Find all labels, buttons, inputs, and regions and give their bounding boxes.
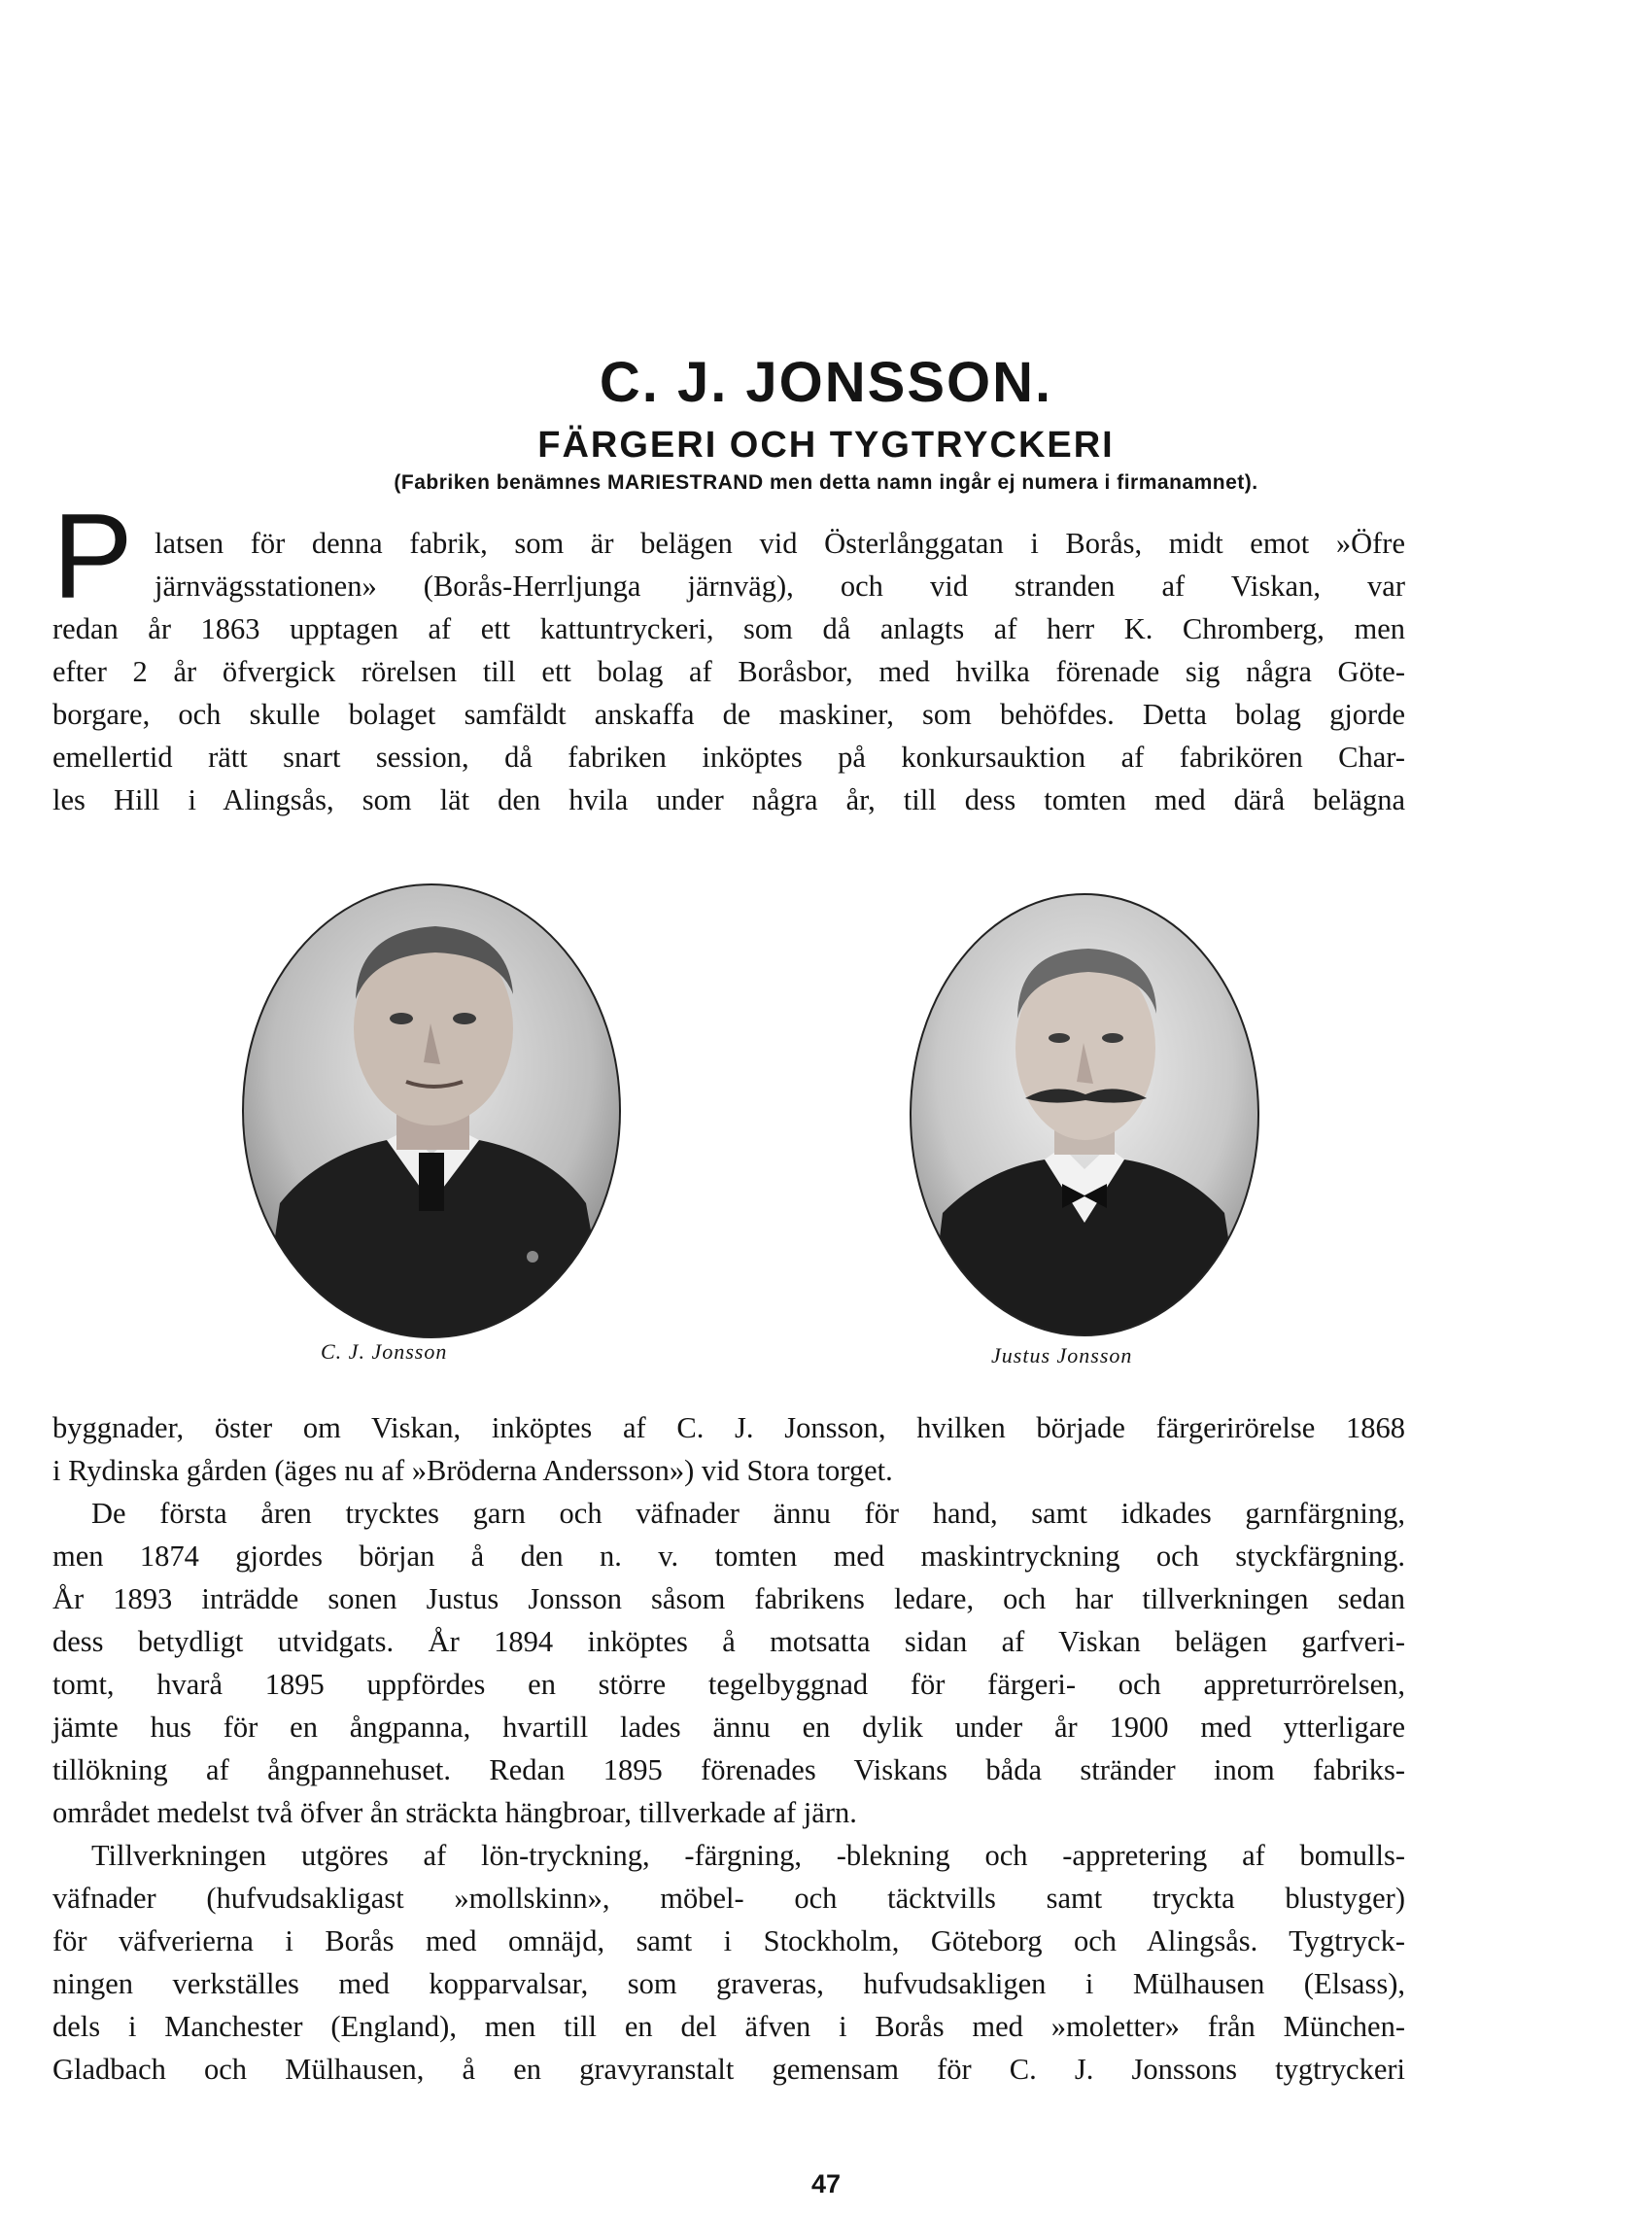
portrait-caption: C. J. Jonsson	[321, 1339, 448, 1364]
drop-cap: P	[52, 490, 133, 624]
text-line: i Rydinska gården (äges nu af »Bröderna Andersson») vid Stora torget.	[52, 1454, 893, 1487]
text-line: dess betydligt utvidgats. År 1894 inköptes å motsatta sidan af Viskan belägen garfveri-	[52, 1625, 1405, 1658]
portrait-cj-jonsson	[241, 883, 622, 1339]
text-line: emellertid rätt snart session, då fabriken inköptes på konkursauktion af fabrikören Char-	[52, 741, 1405, 774]
text-line: De första åren trycktes garn och väfnader ännu för hand, samt idkades garnfärgning,	[91, 1497, 1405, 1530]
text-line: dels i Manchester (England), men till en del äfven i Borås med »moletter» från München-	[52, 2010, 1405, 2043]
portrait-caption: Justus Jonsson	[991, 1343, 1133, 1367]
text-line: borgare, och skulle bolaget samfäldt anskaffa de maskiner, som behöfdes. Detta bolag gjorde	[52, 698, 1405, 731]
text-line: redan år 1863 upptagen af ett kattuntryckeri, som då anlagts af herr K. Chromberg, men	[52, 612, 1405, 645]
paragraph-1	[52, 522, 1405, 821]
text-line: Gladbach och Mülhausen, å en gravyranstalt gemensam för C. J. Jonssons tygtryckeri	[52, 2053, 1405, 2086]
text-line: tillökning af ångpannehuset. Redan 1895 förenades Viskans båda stränder inom fabriks-	[52, 1753, 1405, 1786]
portrait-justus-jonsson	[909, 892, 1260, 1337]
text-line: les Hill i Alingsås, som lät den hvila under några år, till dess tomten med därå belägna	[52, 783, 1405, 816]
text-line: jämte hus för en ångpanna, hvartill lades ännu en dylik under år 1900 med ytterligare	[52, 1711, 1405, 1744]
text-line: Tillverkningen utgöres af lön-tryckning, -färgning, -blekning och -appretering af bomulls-	[91, 1839, 1405, 1872]
text-line: järnvägsstationen» (Borås-Herrljunga järnväg), och vid stranden af Viskan, var	[155, 570, 1405, 603]
paragraph-2	[52, 1406, 1405, 2091]
text-line: ningen verkställes med kopparvalsar, som graveras, hufvudsakligen i Mülhausen (Elsass),	[52, 1967, 1405, 2000]
page-title: C. J. JONSSON.	[599, 351, 1053, 414]
text-line: för väfverierna i Borås med omnäjd, samt i Stockholm, Göteborg och Alingsås. Tygtryck-	[52, 1924, 1405, 1957]
page-number: 47	[810, 2169, 842, 2198]
text-line: efter 2 år öfvergick rörelsen till ett bolag af Boråsbor, med hvilka förenade sig några Göte-	[52, 655, 1405, 688]
text-line: latsen för denna fabrik, som är belägen vid Österlånggatan i Borås, midt emot »Öfre	[155, 527, 1405, 560]
subtitle-note: (Fabriken benämnes MARIESTRAND men detta namn ingår ej numera i firmanamnet).	[394, 471, 1258, 494]
text-line: väfnader (hufvudsakligast »mollskinn», möbel- och täcktvills samt tryckta blustyger)	[52, 1882, 1405, 1915]
text-line: tomt, hvarå 1895 uppfördes en större tegelbyggnad för färgeri- och appreturrörelsen,	[52, 1668, 1405, 1701]
text-line: området medelst två öfver ån sträckta hängbroar, tillverkade af järn.	[52, 1796, 857, 1829]
text-line: men 1874 gjordes början å den n. v. tomten med maskintryckning och styckfärgning.	[52, 1540, 1405, 1573]
page-subtitle: FÄRGERI OCH TYGTRYCKERI	[537, 425, 1115, 466]
text-line: År 1893 inträdde sonen Justus Jonsson såsom fabrikens ledare, och har tillverkningen sedan	[52, 1582, 1405, 1615]
text-line: byggnader, öster om Viskan, inköptes af C. J. Jonsson, hvilken började färgerirörelse 1868	[52, 1411, 1405, 1444]
